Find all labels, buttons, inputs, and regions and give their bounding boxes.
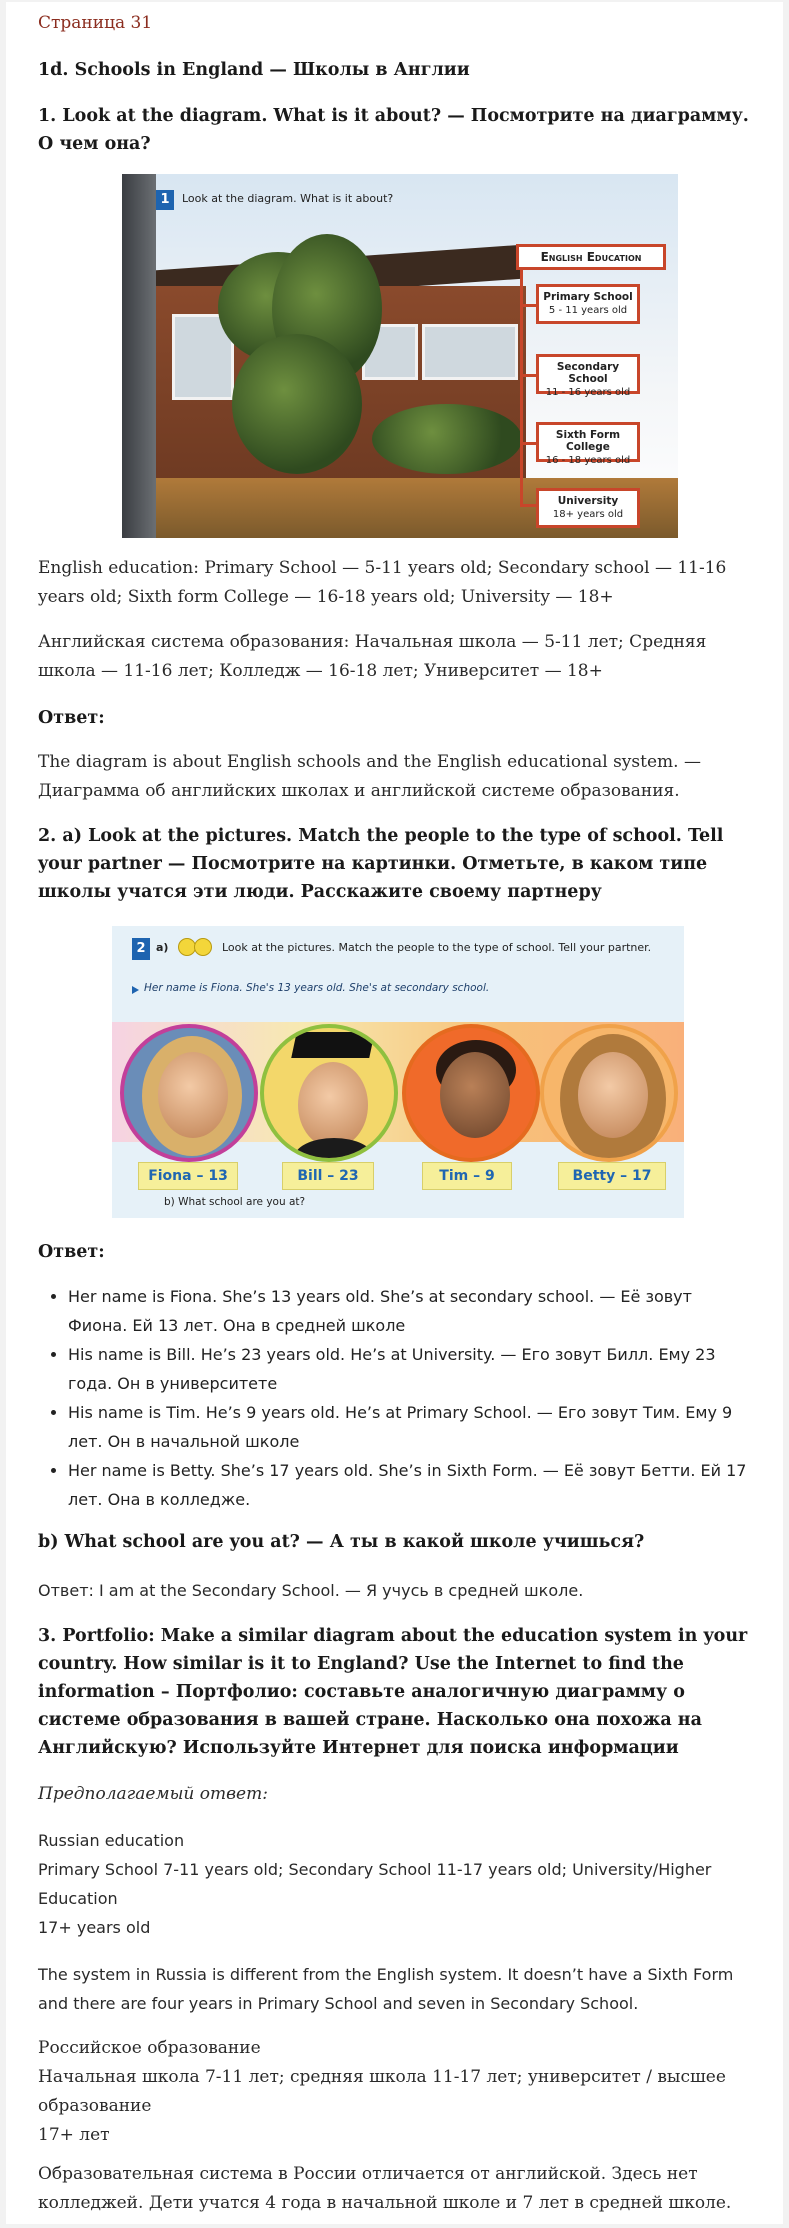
- english-education-diagram: [122, 174, 678, 538]
- page-number: Страница 31: [38, 13, 153, 33]
- level-age: 5 - 11 years old: [548, 305, 628, 316]
- smiley-icon: [194, 938, 212, 956]
- name-tag-fiona: Fiona – 13: [138, 1162, 238, 1190]
- list-item: • His name is Bill. He’s 23 years old. He’s at University. — Его зовут Билл. Ему 23 года. Он в университете: [68, 1340, 755, 1398]
- suggested-answer-label: Предполагаемый ответ:: [38, 1784, 268, 1804]
- diagram-branch: [520, 504, 536, 507]
- question-2b-heading: b) What school are you at? — А ты в какой школе учишься?: [38, 1532, 645, 1552]
- name-tag-betty: Betty – 17: [558, 1162, 666, 1190]
- level-name: Primary School: [543, 291, 633, 303]
- people-pictures-figure: [112, 926, 684, 1218]
- level-sixth-form-college: [536, 422, 640, 466]
- diagram-title: English Education: [516, 244, 666, 270]
- ivy-foliage: [232, 334, 362, 474]
- question-3-heading: 3. Portfolio: Make a similar diagram about the education system in your country. How similar is it to England? Use the Internet to find the information – Портфолио: составьте аналогичную диаграмму о системе образования в вашей стране. Насколько она похожа на Английскую? Используйте Интернет для поиска информации: [38, 1626, 748, 1758]
- list-item: • Her name is Fiona. She’s 13 years old. She’s at secondary school. — Её зовут Фиона. Ей 13 лет. Она в средней школе: [68, 1282, 755, 1340]
- page: [6, 2, 783, 2224]
- russian-education-age-ru: 17+ лет: [38, 2125, 110, 2145]
- level-age: 18+ years old: [552, 509, 624, 520]
- answer-label: Ответ:: [38, 708, 105, 728]
- part-a-label: a): [156, 941, 169, 954]
- name-tag-bill: Bill – 23: [282, 1162, 374, 1190]
- level-name: Sixth Form College: [555, 429, 621, 453]
- russian-system-paragraph-ru: Образовательная система в России отличается от английской. Здесь нет колледжей. Дети учатся 4 года в начальной школе и 7 лет в средней школе.: [38, 2164, 732, 2213]
- list-item: • Her name is Betty. She’s 17 years old. She’s in Sixth Form. — Её зовут Бетти. Ей 17 лет. Она в колледже.: [68, 1456, 755, 1514]
- face: [440, 1052, 510, 1138]
- face: [158, 1052, 228, 1138]
- answers-list: [38, 1282, 755, 1514]
- figure-prompt: Look at the diagram. What is it about?: [182, 192, 394, 205]
- part-b-question: b) What school are you at?: [164, 1196, 306, 1208]
- graduation-cap: [291, 1032, 375, 1058]
- exercise-number-badge: 2: [132, 938, 150, 960]
- english-education-text-en: English education: Primary School — 5-11 years old; Secondary school — 11-16 years old; Sixth form College — 16-18 years old; University — 18+: [38, 558, 727, 607]
- example-sentence: Her name is Fiona. She's 13 years old. She's at secondary school.: [144, 982, 490, 994]
- russian-education-title: Russian education: [38, 1831, 185, 1850]
- list-item: • His name is Tim. He’s 9 years old. He’s at Primary School. — Его зовут Тим. Ему 9 лет. Он в начальной школе: [68, 1398, 755, 1456]
- russian-education-title-ru: Российское образование: [38, 2038, 261, 2058]
- portrait-fiona: [120, 1024, 258, 1162]
- gown: [294, 1138, 374, 1162]
- exercise-number-badge: 1: [156, 190, 174, 210]
- question-2-heading: 2. a) Look at the pictures. Match the people to the type of school. Tell your partner — Посмотрите на картинки. Отметьте, в каком типе школы учатся эти люди. Расскажите своему партнеру: [38, 826, 724, 902]
- diagram-branch: [520, 304, 536, 307]
- question-2b-answer: Ответ: I am at the Secondary School. — Я учусь в средней школе.: [38, 1581, 584, 1600]
- level-university: [536, 488, 640, 528]
- russian-education-levels-ru: Начальная школа 7-11 лет; средняя школа 11-17 лет; университет / высшее образование: [38, 2067, 726, 2116]
- diagram-branch: [520, 442, 536, 445]
- bush-foliage: [372, 404, 522, 474]
- answer-label: Ответ:: [38, 1242, 105, 1262]
- level-age: 16 - 18 years old: [545, 455, 631, 466]
- face: [298, 1062, 368, 1148]
- portrait-tim: [402, 1024, 540, 1162]
- question-1-heading: 1. Look at the diagram. What is it about? — Посмотрите на диаграмму. О чем она?: [38, 106, 749, 154]
- question-1-answer: The diagram is about English schools and the English educational system. — Диаграмма об английских школах и английской системе образования.: [38, 752, 701, 801]
- level-secondary-school: [536, 354, 640, 398]
- portrait-betty: [540, 1024, 678, 1162]
- level-primary-school: [536, 284, 640, 324]
- russian-education-en: [38, 1826, 755, 1942]
- russian-education-age: 17+ years old: [38, 1918, 151, 1937]
- russian-education-levels: Primary School 7-11 years old; Secondary School 11-17 years old; University/Higher Education: [38, 1860, 712, 1908]
- russian-education-ru: [38, 2034, 755, 2150]
- diagram-branch: [520, 374, 536, 377]
- portrait-bill: [260, 1024, 398, 1162]
- russian-system-paragraph-en: The system in Russia is different from the English system. It doesn’t have a Sixth Form and there are four years in Primary School and seven in Secondary School.: [38, 1965, 734, 2013]
- level-name: University: [557, 495, 619, 507]
- name-tag-tim: Tim – 9: [422, 1162, 512, 1190]
- level-age: 11 - 16 years old: [545, 387, 631, 398]
- figure-prompt: Look at the pictures. Match the people to the type of school. Tell your partner.: [222, 941, 652, 954]
- school-window: [422, 324, 518, 380]
- english-education-text-ru: Английская система образования: Начальная школа — 5-11 лет; Средняя школа — 11-16 лет; Колледж — 16-18 лет; Университет — 18+: [38, 632, 707, 681]
- level-name: Secondary School: [556, 361, 620, 385]
- page-shadow: [122, 174, 156, 538]
- section-title: 1d. Schools in England — Школы в Англии: [38, 60, 470, 80]
- arrow-bullet-icon: [132, 986, 139, 994]
- face: [578, 1052, 648, 1138]
